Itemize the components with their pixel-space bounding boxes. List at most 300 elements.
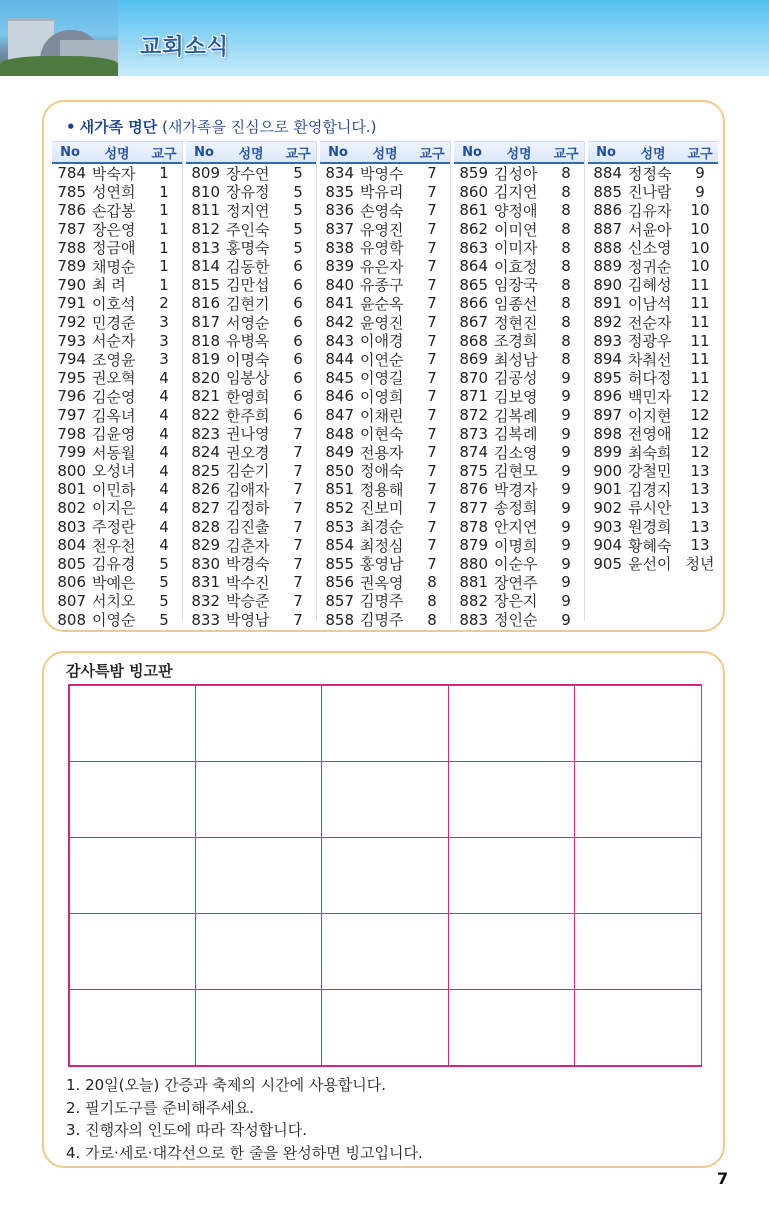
newcomer-no: 787 xyxy=(57,220,86,239)
newcomer-name: 김동한 xyxy=(226,257,270,276)
newcomer-row xyxy=(320,294,450,313)
newcomer-district: 6 xyxy=(293,313,303,332)
newcomer-district: 4 xyxy=(159,480,169,499)
newcomer-district: 11 xyxy=(690,331,710,350)
newcomer-row xyxy=(320,499,450,518)
newcomer-name: 권오경 xyxy=(226,443,270,462)
newcomer-name: 정광우 xyxy=(628,332,672,351)
newcomer-no: 793 xyxy=(57,331,86,350)
newcomer-district: 13 xyxy=(690,517,710,536)
newcomer-district: 1 xyxy=(159,275,169,294)
newcomer-district: 11 xyxy=(690,350,710,369)
newcomer-no: 855 xyxy=(325,554,354,573)
newcomer-row xyxy=(588,480,718,499)
newcomer-district: 9 xyxy=(561,406,571,425)
newcomer-row xyxy=(186,554,316,573)
newcomer-name: 박영수 xyxy=(360,164,404,183)
newcomer-no: 882 xyxy=(459,591,488,610)
newcomer-no: 891 xyxy=(593,294,622,313)
newcomer-no: 847 xyxy=(325,406,354,425)
newcomer-name: 박경자 xyxy=(494,480,538,499)
newcomer-row xyxy=(320,183,450,202)
newcomer-district: 11 xyxy=(690,275,710,294)
newcomer-district: 5 xyxy=(159,554,169,573)
newcomer-no: 810 xyxy=(191,182,220,201)
newcomer-no: 791 xyxy=(57,294,86,313)
newcomer-row xyxy=(186,499,316,518)
newcomer-no: 901 xyxy=(593,480,622,499)
newcomer-district: 7 xyxy=(427,517,437,536)
bingo-cell[interactable] xyxy=(321,989,448,1066)
newcomer-name: 김만섭 xyxy=(226,276,270,295)
newcomer-name: 전순자 xyxy=(628,313,672,332)
newcomer-name: 주인숙 xyxy=(226,220,270,239)
bingo-cell[interactable] xyxy=(195,761,322,838)
newcomer-district: 6 xyxy=(293,368,303,387)
newcomer-name: 윤영진 xyxy=(360,313,404,332)
newcomer-no: 841 xyxy=(325,294,354,313)
newcomer-row xyxy=(588,499,718,518)
newcomer-name: 안지연 xyxy=(494,518,538,537)
newcomer-name: 조경희 xyxy=(494,332,538,351)
newcomer-no: 903 xyxy=(593,517,622,536)
newcomer-name: 윤순옥 xyxy=(360,294,404,313)
newcomer-no: 900 xyxy=(593,461,622,480)
newcomer-no: 805 xyxy=(57,554,86,573)
newcomer-no: 844 xyxy=(325,350,354,369)
newcomer-row xyxy=(588,276,718,295)
newcomer-row xyxy=(186,517,316,536)
bingo-cell[interactable] xyxy=(195,685,322,762)
newcomer-name: 홍영남 xyxy=(360,555,404,574)
newcomers-title-rest: (새가족을 진심으로 환영합니다.) xyxy=(157,118,377,136)
newcomer-no: 820 xyxy=(191,368,220,387)
newcomer-district: 7 xyxy=(427,368,437,387)
newcomer-district: 10 xyxy=(690,220,710,239)
newcomer-district: 1 xyxy=(159,238,169,257)
bingo-cell[interactable] xyxy=(69,685,196,762)
newcomer-row xyxy=(52,313,182,332)
newcomer-row xyxy=(186,164,316,183)
newcomer-no: 821 xyxy=(191,387,220,406)
newcomer-name: 채명순 xyxy=(92,257,136,276)
bingo-cell[interactable] xyxy=(69,989,196,1066)
newcomer-row xyxy=(186,313,316,332)
header-name: 성명 xyxy=(640,146,666,162)
newcomer-no: 792 xyxy=(57,313,86,332)
newcomer-district: 5 xyxy=(293,182,303,201)
bingo-cell[interactable] xyxy=(69,761,196,838)
newcomer-row xyxy=(588,462,718,481)
newcomer-name: 송정희 xyxy=(494,499,538,518)
newcomer-district: 1 xyxy=(159,164,169,183)
newcomer-name: 류시안 xyxy=(628,499,672,518)
newcomer-name: 최경순 xyxy=(360,518,404,537)
newcomer-no: 865 xyxy=(459,275,488,294)
newcomer-name: 장은영 xyxy=(92,220,136,239)
header-district: 교구 xyxy=(151,146,177,162)
newcomer-no: 829 xyxy=(191,536,220,555)
newcomer-row xyxy=(52,220,182,239)
newcomer-no: 878 xyxy=(459,517,488,536)
newcomer-row xyxy=(52,183,182,202)
newcomer-name: 허다정 xyxy=(628,369,672,388)
newcomer-row xyxy=(52,554,182,573)
bingo-cell[interactable] xyxy=(321,913,448,990)
newcomer-no: 905 xyxy=(593,554,622,573)
page-header xyxy=(0,0,769,76)
newcomer-district: 7 xyxy=(427,387,437,406)
newcomer-district: 청년 xyxy=(685,555,715,574)
newcomer-district: 4 xyxy=(159,443,169,462)
bingo-cell[interactable] xyxy=(448,837,575,914)
newcomer-no: 808 xyxy=(57,610,86,629)
newcomer-district: 6 xyxy=(293,350,303,369)
newcomer-row xyxy=(320,350,450,369)
bingo-cell[interactable] xyxy=(574,685,701,762)
column-divider xyxy=(584,141,585,621)
newcomer-row xyxy=(588,183,718,202)
newcomer-no: 886 xyxy=(593,201,622,220)
newcomer-no: 852 xyxy=(325,498,354,517)
newcomer-name: 최 려 xyxy=(92,276,126,295)
newcomer-no: 894 xyxy=(593,350,622,369)
newcomer-no: 850 xyxy=(325,461,354,480)
newcomer-district: 8 xyxy=(561,182,571,201)
newcomer-district: 7 xyxy=(427,498,437,517)
newcomer-name: 최숙희 xyxy=(628,443,672,462)
newcomer-row xyxy=(588,517,718,536)
newcomer-row xyxy=(52,331,182,350)
newcomer-name: 최성남 xyxy=(494,350,538,369)
newcomer-row xyxy=(588,406,718,425)
newcomer-no: 863 xyxy=(459,238,488,257)
bingo-cell[interactable] xyxy=(448,913,575,990)
newcomer-row xyxy=(454,536,584,555)
newcomer-row xyxy=(454,424,584,443)
newcomer-name: 이명희 xyxy=(494,536,538,555)
newcomer-name: 이영희 xyxy=(360,387,404,406)
newcomer-row xyxy=(186,536,316,555)
newcomer-no: 788 xyxy=(57,238,86,257)
newcomer-row xyxy=(454,499,584,518)
newcomer-district: 10 xyxy=(690,201,710,220)
newcomer-row xyxy=(320,462,450,481)
newcomer-row xyxy=(186,257,316,276)
newcomer-name: 주정란 xyxy=(92,518,136,537)
bingo-cell[interactable] xyxy=(321,761,448,838)
newcomer-row xyxy=(588,331,718,350)
newcomer-district: 4 xyxy=(159,406,169,425)
bingo-cell[interactable] xyxy=(321,685,448,762)
newcomer-no: 795 xyxy=(57,368,86,387)
newcomer-no: 858 xyxy=(325,610,354,629)
newcomer-name: 김경지 xyxy=(628,480,672,499)
header-name: 성명 xyxy=(238,146,264,162)
bingo-cell[interactable] xyxy=(448,989,575,1066)
newcomer-district: 7 xyxy=(427,220,437,239)
newcomer-district: 8 xyxy=(561,238,571,257)
newcomer-name: 정인순 xyxy=(494,611,538,630)
newcomer-district: 9 xyxy=(561,480,571,499)
newcomer-district: 4 xyxy=(159,536,169,555)
newcomer-district: 8 xyxy=(561,275,571,294)
newcomer-district: 8 xyxy=(561,350,571,369)
newcomer-no: 816 xyxy=(191,294,220,313)
newcomer-no: 869 xyxy=(459,350,488,369)
newcomer-no: 876 xyxy=(459,480,488,499)
newcomer-name: 정현진 xyxy=(494,313,538,332)
newcomer-row xyxy=(52,257,182,276)
newcomer-name: 정정숙 xyxy=(628,164,672,183)
newcomer-name: 정용해 xyxy=(360,480,404,499)
newcomer-district: 7 xyxy=(427,554,437,573)
bingo-cell[interactable] xyxy=(321,837,448,914)
newcomer-no: 801 xyxy=(57,480,86,499)
newcomer-no: 849 xyxy=(325,443,354,462)
column-divider xyxy=(316,141,317,621)
newcomer-no: 800 xyxy=(57,461,86,480)
newcomer-row xyxy=(52,164,182,183)
newcomer-row xyxy=(454,331,584,350)
newcomer-no: 870 xyxy=(459,368,488,387)
newcomer-no: 798 xyxy=(57,424,86,443)
bingo-cell[interactable] xyxy=(195,837,322,914)
newcomer-district: 13 xyxy=(690,536,710,555)
bingo-cell[interactable] xyxy=(574,913,701,990)
newcomer-row xyxy=(52,276,182,295)
newcomer-name: 이명숙 xyxy=(226,350,270,369)
newcomer-name: 박영남 xyxy=(226,611,270,630)
newcomer-row xyxy=(454,573,584,592)
newcomer-district: 9 xyxy=(561,610,571,629)
newcomer-name: 강철민 xyxy=(628,462,672,481)
bingo-cell[interactable] xyxy=(195,989,322,1066)
newcomer-district: 6 xyxy=(293,331,303,350)
newcomer-row xyxy=(52,499,182,518)
newcomer-district: 4 xyxy=(159,498,169,517)
newcomer-name: 전용자 xyxy=(360,443,404,462)
newcomer-district: 7 xyxy=(427,257,437,276)
newcomer-no: 836 xyxy=(325,201,354,220)
newcomer-row xyxy=(454,517,584,536)
bingo-cell[interactable] xyxy=(574,761,701,838)
bingo-cell[interactable] xyxy=(574,837,701,914)
newcomer-no: 868 xyxy=(459,331,488,350)
newcomer-row xyxy=(52,517,182,536)
newcomer-row xyxy=(454,554,584,573)
newcomer-no: 846 xyxy=(325,387,354,406)
newcomer-district: 9 xyxy=(561,461,571,480)
newcomer-no: 811 xyxy=(191,201,220,220)
header-no: No xyxy=(596,144,616,160)
newcomer-no: 867 xyxy=(459,313,488,332)
newcomer-district: 1 xyxy=(159,201,169,220)
newcomers-title: • 새가족 명단 (새가족을 진심으로 환영합니다.) xyxy=(66,118,377,136)
newcomer-name: 김혜성 xyxy=(628,276,672,295)
newcomer-district: 3 xyxy=(159,331,169,350)
header-no: No xyxy=(462,144,482,160)
bingo-cell[interactable] xyxy=(69,837,196,914)
column-header xyxy=(52,141,182,164)
newcomer-district: 9 xyxy=(561,498,571,517)
newcomer-name: 손갑봉 xyxy=(92,201,136,220)
newcomer-row xyxy=(454,238,584,257)
newcomer-district: 7 xyxy=(427,443,437,462)
newcomer-district: 5 xyxy=(293,238,303,257)
newcomer-district: 12 xyxy=(690,443,710,462)
bingo-cell[interactable] xyxy=(574,989,701,1066)
newcomer-row xyxy=(320,480,450,499)
newcomer-name: 백민자 xyxy=(628,387,672,406)
newcomer-district: 3 xyxy=(159,313,169,332)
newcomer-row xyxy=(186,443,316,462)
newcomer-no: 802 xyxy=(57,498,86,517)
newcomer-district: 9 xyxy=(561,368,571,387)
newcomer-district: 11 xyxy=(690,368,710,387)
newcomer-row xyxy=(454,257,584,276)
newcomer-district: 7 xyxy=(427,406,437,425)
newcomer-name: 한영희 xyxy=(226,387,270,406)
newcomer-row xyxy=(186,462,316,481)
newcomer-name: 김복례 xyxy=(494,406,538,425)
newcomer-name: 장유정 xyxy=(226,183,270,202)
newcomer-district: 7 xyxy=(293,461,303,480)
newcomer-name: 정귀순 xyxy=(628,257,672,276)
newcomer-row xyxy=(52,592,182,611)
newcomer-row xyxy=(320,610,450,629)
newcomer-district: 9 xyxy=(561,536,571,555)
newcomer-row xyxy=(588,201,718,220)
bingo-cell[interactable] xyxy=(195,913,322,990)
newcomer-no: 864 xyxy=(459,257,488,276)
newcomer-name: 김유자 xyxy=(628,201,672,220)
newcomer-row xyxy=(320,257,450,276)
newcomer-name: 이호석 xyxy=(92,294,136,313)
newcomer-row xyxy=(52,462,182,481)
newcomer-row xyxy=(454,220,584,239)
newcomer-no: 797 xyxy=(57,406,86,425)
newcomer-district: 7 xyxy=(427,238,437,257)
newcomer-district: 7 xyxy=(293,498,303,517)
newcomer-no: 786 xyxy=(57,201,86,220)
newcomer-no: 809 xyxy=(191,164,220,183)
newcomer-row xyxy=(588,220,718,239)
newcomer-no: 827 xyxy=(191,498,220,517)
newcomer-no: 895 xyxy=(593,368,622,387)
newcomer-no: 815 xyxy=(191,275,220,294)
newcomer-no: 884 xyxy=(593,164,622,183)
newcomer-district: 4 xyxy=(159,387,169,406)
newcomer-name: 김순영 xyxy=(92,387,136,406)
newcomer-row xyxy=(588,536,718,555)
bingo-cell[interactable] xyxy=(448,685,575,762)
note-4: 4. 가로·세로·대각선으로 한 줄을 완성하면 빙고입니다. xyxy=(66,1143,423,1162)
newcomer-district: 7 xyxy=(427,350,437,369)
newcomer-row xyxy=(454,164,584,183)
newcomer-row xyxy=(186,369,316,388)
newcomer-no: 899 xyxy=(593,443,622,462)
newcomer-row xyxy=(320,536,450,555)
newcomer-no: 790 xyxy=(57,275,86,294)
bingo-cell[interactable] xyxy=(69,913,196,990)
newcomer-row xyxy=(52,443,182,462)
newcomer-name: 권옥영 xyxy=(360,573,404,592)
newcomer-district: 10 xyxy=(690,257,710,276)
newcomer-name: 윤선이 xyxy=(628,555,672,574)
newcomer-row xyxy=(186,276,316,295)
newcomer-district: 11 xyxy=(690,294,710,313)
newcomer-name: 권오혁 xyxy=(92,369,136,388)
newcomer-district: 8 xyxy=(561,313,571,332)
newcomer-row xyxy=(186,350,316,369)
newcomer-district: 4 xyxy=(159,461,169,480)
newcomer-district: 7 xyxy=(427,480,437,499)
newcomer-district: 4 xyxy=(159,517,169,536)
newcomer-no: 789 xyxy=(57,257,86,276)
newcomer-district: 7 xyxy=(293,536,303,555)
newcomer-row xyxy=(320,387,450,406)
newcomer-no: 851 xyxy=(325,480,354,499)
newcomer-no: 817 xyxy=(191,313,220,332)
newcomer-district: 7 xyxy=(293,554,303,573)
newcomer-row xyxy=(454,313,584,332)
newcomer-name: 이영길 xyxy=(360,369,404,388)
newcomer-district: 6 xyxy=(293,406,303,425)
newcomer-row xyxy=(186,424,316,443)
newcomer-name: 김애자 xyxy=(226,480,270,499)
newcomer-row xyxy=(588,424,718,443)
header-district: 교구 xyxy=(687,146,713,162)
newcomer-row xyxy=(320,573,450,592)
newcomer-name: 서영순 xyxy=(226,313,270,332)
newcomer-no: 824 xyxy=(191,443,220,462)
newcomer-district: 9 xyxy=(695,164,705,183)
newcomer-row xyxy=(454,183,584,202)
newcomer-row xyxy=(52,369,182,388)
newcomer-district: 3 xyxy=(159,350,169,369)
newcomer-row xyxy=(588,294,718,313)
newcomer-no: 804 xyxy=(57,536,86,555)
newcomer-district: 5 xyxy=(159,591,169,610)
newcomer-district: 10 xyxy=(690,238,710,257)
bingo-title: 감사특밤 빙고판 xyxy=(66,662,173,680)
newcomer-district: 8 xyxy=(561,220,571,239)
newcomer-district: 9 xyxy=(561,517,571,536)
newcomer-no: 834 xyxy=(325,164,354,183)
newcomer-no: 892 xyxy=(593,313,622,332)
newcomer-no: 819 xyxy=(191,350,220,369)
newcomer-row xyxy=(320,220,450,239)
newcomer-no: 813 xyxy=(191,238,220,257)
newcomer-district: 9 xyxy=(561,573,571,592)
bingo-cell[interactable] xyxy=(448,761,575,838)
newcomer-no: 843 xyxy=(325,331,354,350)
newcomer-no: 889 xyxy=(593,257,622,276)
newcomer-no: 856 xyxy=(325,573,354,592)
newcomer-name: 이현숙 xyxy=(360,425,404,444)
newcomer-no: 831 xyxy=(191,573,220,592)
newcomer-row xyxy=(320,238,450,257)
newcomer-no: 842 xyxy=(325,313,354,332)
newcomer-name: 김순기 xyxy=(226,462,270,481)
newcomer-row xyxy=(320,424,450,443)
newcomer-row xyxy=(52,424,182,443)
note-3: 3. 진행자의 인도에 따라 작성합니다. xyxy=(66,1121,308,1139)
newcomer-district: 5 xyxy=(159,573,169,592)
newcomer-no: 803 xyxy=(57,517,86,536)
newcomer-name: 박경숙 xyxy=(226,555,270,574)
